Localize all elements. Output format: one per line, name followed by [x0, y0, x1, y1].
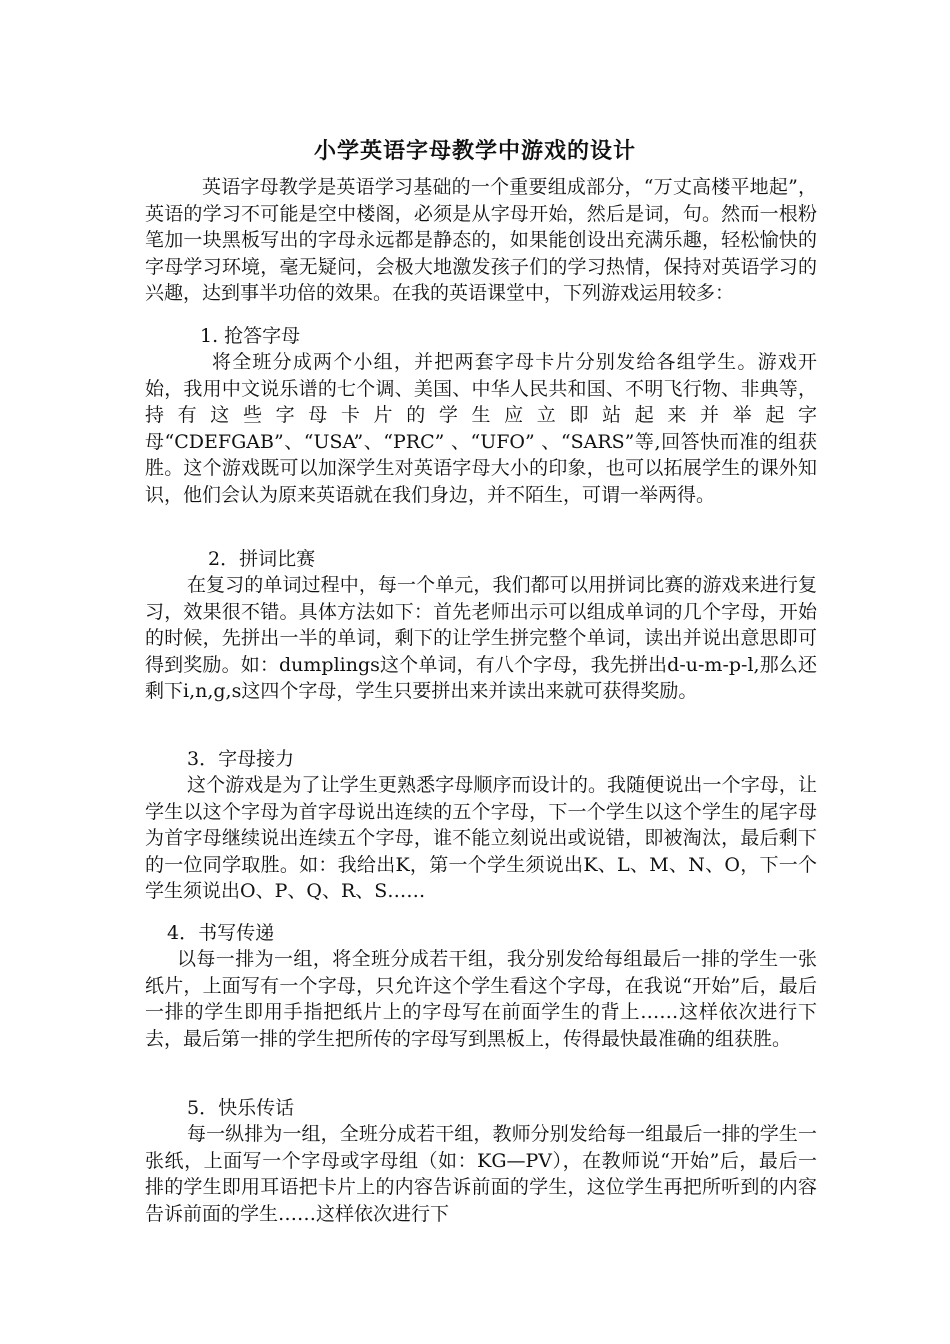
- section-2-text: 在复习的单词过程中，每一个单元，我们都可以用拼词比赛的游戏来进行复习，效果很不错。具体方法如下：首先老师出示可以组成单词的几个字母，开始的时候，先拼出一半的单词，剩下的让学生拼完整个单词，读出并说出意思即可得到奖励。如：dumplings这个单词，有八个字母，我先拼出d-u-m-p-l,那么还剩下i,n,g,s这四个字母，学生只要拼出来并读出来就可获得奖励。: [145, 574, 817, 702]
- intro-paragraph: [145, 174, 817, 307]
- section-1-heading: 1. 抢答字母: [200, 325, 301, 347]
- section-4-paragraph: [145, 946, 817, 1052]
- section-3-text: 这个游戏是为了让学生更熟悉字母顺序而设计的。我随便说出一个字母，让学生以这个字母为首字母说出连续的五个字母，下一个学生以这个学生的尾字母为首字母继续说出连续五个字母，谁不能立刻说出或说错，即被淘汰，最后剩下的一位同学取胜。如：我给出K，第一个学生须说出K、L、M、N、O，下一个学生须说出O、P、Q、R、S……: [145, 774, 817, 902]
- intro-text: 英语字母教学是英语学习基础的一个重要组成部分，“万丈高楼平地起”，英语的学习不可能是空中楼阁，必须是从字母开始，然后是词，句。然而一根粉笔加一块黑板写出的字母永远都是静态的，如果能创设出充满乐趣，轻松愉快的字母学习环境，毫无疑问，会极大地激发孩子们的学习热情，保持对英语学习的兴趣，达到事半功倍的效果。在我的英语课堂中，下列游戏运用较多：: [145, 176, 817, 304]
- section-1-text: 将全班分成两个小组，并把两套字母卡片分别发给各组学生。游戏开始，我用中文说乐谱的七个调、美国、中华人民共和国、不明飞行物、非典等，持有这些字母卡片的学生应立即站起来并举起字母“CDEFGAB”、“USA”、“PRC” 、“UFO” 、“SARS”等,回答快而准的组获胜。这个游戏既可以加深学生对英语字母大小的印象，也可以拓展学生的课外知识，他们会认为原来英语就在我们身边，并不陌生，可谓一举两得。: [145, 351, 817, 506]
- section-4-heading: 4．书写传递: [167, 922, 275, 944]
- section-1-paragraph: [145, 349, 817, 508]
- section-2-heading: 2．拼词比赛: [208, 548, 316, 570]
- section-2-paragraph: [145, 572, 817, 705]
- document-title: 小学英语字母教学中游戏的设计: [313, 138, 636, 164]
- section-3-paragraph: [145, 772, 817, 905]
- section-3-heading: 3．字母接力: [187, 748, 295, 770]
- section-5-text: 每一纵排为一组，全班分成若干组，教师分别发给每一组最后一排的学生一张纸，上面写一个字母或字母组（如：KG—PV），在教师说“开始”后，最后一排的学生即用耳语把卡片上的内容告诉前面的学生，这位学生再把所听到的内容告诉前面的学生……这样依次进行下: [145, 1123, 817, 1225]
- section-5-paragraph: [145, 1121, 817, 1227]
- section-4-text: 以每一排为一组，将全班分成若干组，我分别发给每组最后一排的学生一张纸片，上面写有一个字母，只允许这个学生看这个字母，在我说“开始”后，最后一排的学生即用手指把纸片上的字母写在前面学生的背上……这样依次进行下去，最后第一排的学生把所传的字母写到黑板上，传得最快最准确的组获胜。: [145, 948, 817, 1050]
- section-5-heading: 5．快乐传话: [187, 1097, 295, 1119]
